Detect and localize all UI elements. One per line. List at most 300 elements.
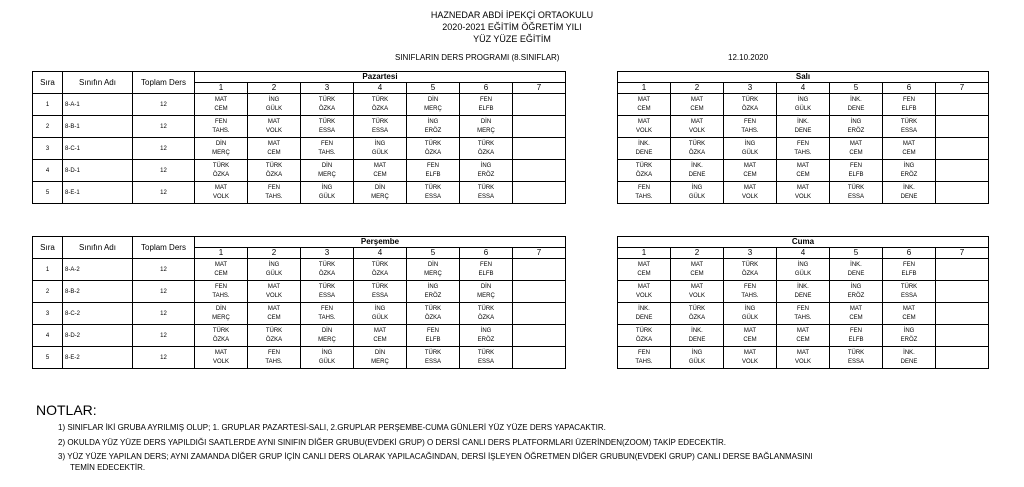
- lesson-cell: [513, 94, 566, 116]
- lesson-subject: TÜRK: [477, 349, 495, 356]
- lesson-teacher: ÖZKA: [265, 171, 283, 178]
- period-number: 3: [724, 248, 777, 259]
- lesson-subject: DİN: [374, 349, 386, 356]
- lesson-subject: FEN: [850, 162, 862, 169]
- lesson-cell: [513, 138, 566, 160]
- lesson-teacher: ÖZKA: [371, 105, 389, 112]
- period-number: 5: [830, 83, 883, 94]
- lesson-teacher: ELFB: [901, 105, 917, 112]
- lesson-teacher: [513, 127, 565, 136]
- lesson-cell: [671, 182, 724, 204]
- lesson-teacher: VOLK: [741, 193, 758, 200]
- lesson-cell: [777, 281, 830, 303]
- lesson-teacher: CEM: [690, 270, 704, 277]
- lesson-subject: İNG: [321, 184, 333, 191]
- lesson-teacher: CEM: [902, 314, 916, 321]
- lesson-teacher: ÖZKA: [371, 270, 389, 277]
- lesson-subject: TÜRK: [477, 184, 495, 191]
- lesson-subject: MAT: [690, 261, 704, 268]
- row-number: 5: [33, 347, 63, 369]
- lesson-teacher: MERÇ: [212, 149, 230, 156]
- period-number: 7: [936, 248, 989, 259]
- lesson-teacher: CEM: [373, 171, 387, 178]
- table-row: [33, 94, 989, 116]
- lesson-subject: TÜRK: [847, 349, 865, 356]
- class-name: 8-B-1: [63, 116, 133, 138]
- lesson-cell: [724, 160, 777, 182]
- column-sinif-adi: Sınıfın Adı: [63, 237, 133, 259]
- lesson-subject: TÜRK: [477, 305, 495, 312]
- lesson-teacher: [936, 314, 988, 323]
- lesson-teacher: DENE: [794, 127, 812, 134]
- lesson-subject: [936, 305, 988, 314]
- lesson-cell: [671, 116, 724, 138]
- lesson-cell: [777, 259, 830, 281]
- lesson-teacher: ÖZKA: [688, 314, 706, 321]
- lesson-teacher: TAHS.: [794, 314, 812, 321]
- lesson-subject: TÜRK: [688, 305, 706, 312]
- lesson-teacher: ESSA: [900, 292, 917, 299]
- lesson-cell: [513, 281, 566, 303]
- lesson-cell: [195, 182, 248, 204]
- lesson-cell: [936, 160, 989, 182]
- lesson-subject: MAT: [902, 140, 916, 147]
- lesson-teacher: CEM: [637, 270, 651, 277]
- lesson-subject: [513, 184, 565, 193]
- lesson-cell: [354, 303, 407, 325]
- lesson-subject: MAT: [743, 327, 757, 334]
- total-lessons: 12: [133, 160, 195, 182]
- lesson-teacher: [936, 292, 988, 301]
- lesson-subject: İNK.: [850, 96, 862, 103]
- table-row: [33, 182, 989, 204]
- lesson-cell: [460, 138, 513, 160]
- lesson-teacher: CEM: [849, 149, 863, 156]
- lesson-cell: [195, 347, 248, 369]
- lesson-teacher: ESSA: [477, 358, 494, 365]
- lesson-subject: TÜRK: [477, 140, 495, 147]
- row-number: 2: [33, 116, 63, 138]
- lesson-teacher: CEM: [214, 105, 228, 112]
- lesson-cell: [460, 94, 513, 116]
- lesson-cell: [883, 160, 936, 182]
- lesson-subject: TÜRK: [318, 96, 336, 103]
- lesson-subject: [513, 349, 565, 358]
- row-number: 1: [33, 94, 63, 116]
- lesson-teacher: ÖZKA: [424, 314, 442, 321]
- lesson-teacher: MERÇ: [424, 105, 442, 112]
- lesson-teacher: ELFB: [478, 105, 494, 112]
- lesson-teacher: [513, 193, 565, 202]
- lesson-teacher: GÜLK: [794, 105, 812, 112]
- lesson-teacher: CEM: [743, 171, 757, 178]
- lesson-subject: İNK.: [903, 349, 915, 356]
- lesson-cell: [354, 259, 407, 281]
- lesson-teacher: [936, 270, 988, 279]
- lesson-teacher: ÖZKA: [318, 105, 336, 112]
- day-header-1: Perşembe: [195, 237, 566, 248]
- table-row: [33, 303, 989, 325]
- lesson-cell: [195, 303, 248, 325]
- total-lessons: 12: [133, 116, 195, 138]
- lesson-teacher: CEM: [267, 149, 281, 156]
- lesson-cell: [301, 182, 354, 204]
- row-number: 3: [33, 303, 63, 325]
- lesson-cell: [671, 281, 724, 303]
- period-number: 3: [724, 83, 777, 94]
- lesson-teacher: ÖZKA: [424, 149, 442, 156]
- lesson-subject: TÜRK: [424, 140, 442, 147]
- lesson-teacher: TAHS.: [741, 127, 759, 134]
- lesson-cell: [936, 259, 989, 281]
- lesson-subject: DİN: [427, 261, 439, 268]
- day-header-2: Cuma: [618, 237, 989, 248]
- lesson-cell: [407, 325, 460, 347]
- lesson-teacher: ERÖZ: [424, 292, 442, 299]
- schedule-table-group-1: [32, 71, 989, 204]
- lesson-cell: [301, 160, 354, 182]
- lesson-cell: [248, 182, 301, 204]
- lesson-cell: [248, 94, 301, 116]
- lesson-teacher: DENE: [900, 193, 918, 200]
- lesson-teacher: TAHS.: [635, 193, 653, 200]
- lesson-cell: [407, 160, 460, 182]
- lesson-teacher: CEM: [849, 314, 863, 321]
- lesson-teacher: ÖZKA: [688, 149, 706, 156]
- lesson-cell: [936, 303, 989, 325]
- lesson-cell: [883, 182, 936, 204]
- lesson-cell: [301, 325, 354, 347]
- period-number: 6: [883, 248, 936, 259]
- lesson-cell: [936, 116, 989, 138]
- lesson-subject: DİN: [427, 96, 439, 103]
- class-name: 8-C-1: [63, 138, 133, 160]
- lesson-subject: İNG: [797, 96, 809, 103]
- lesson-teacher: ESSA: [477, 193, 494, 200]
- lesson-teacher: ERÖZ: [900, 171, 918, 178]
- lesson-subject: TÜRK: [371, 96, 389, 103]
- lesson-subject: TÜRK: [688, 140, 706, 147]
- lesson-cell: [513, 259, 566, 281]
- total-lessons: 12: [133, 138, 195, 160]
- lesson-subject: MAT: [690, 283, 704, 290]
- lesson-teacher: TAHS.: [318, 149, 336, 156]
- lesson-subject: [936, 283, 988, 292]
- lesson-cell: [777, 94, 830, 116]
- lesson-cell: [354, 138, 407, 160]
- period-number: 6: [460, 248, 513, 259]
- lesson-subject: İNG: [691, 349, 703, 356]
- table-row: [33, 259, 989, 281]
- lesson-cell: [724, 281, 777, 303]
- day-separator: [566, 72, 618, 94]
- lesson-subject: İNG: [903, 327, 915, 334]
- period-number: 5: [830, 248, 883, 259]
- lesson-cell: [830, 347, 883, 369]
- note-3-cont: TEMİN EDECEKTİR.: [70, 463, 146, 472]
- column-sira: Sıra: [33, 72, 63, 94]
- total-lessons: 12: [133, 347, 195, 369]
- lesson-subject: [936, 327, 988, 336]
- period-number: 4: [777, 248, 830, 259]
- lesson-subject: DİN: [480, 283, 492, 290]
- lesson-cell: [830, 259, 883, 281]
- lesson-teacher: CEM: [267, 314, 281, 321]
- lesson-teacher: DENE: [688, 336, 706, 343]
- lesson-cell: [883, 303, 936, 325]
- class-name: 8-D-1: [63, 160, 133, 182]
- lesson-cell: [301, 259, 354, 281]
- education-mode: YÜZ YÜZE EĞİTİM: [473, 34, 551, 44]
- lesson-teacher: ERÖZ: [477, 336, 495, 343]
- lesson-teacher: CEM: [214, 270, 228, 277]
- lesson-teacher: [513, 105, 565, 114]
- lesson-teacher: ESSA: [847, 358, 864, 365]
- lesson-teacher: DENE: [847, 105, 865, 112]
- lesson-cell: [724, 116, 777, 138]
- lesson-subject: İNK.: [691, 162, 703, 169]
- lesson-subject: İNG: [374, 305, 386, 312]
- lesson-subject: TÜRK: [847, 184, 865, 191]
- lesson-subject: FEN: [321, 140, 333, 147]
- lesson-teacher: ELFB: [425, 336, 441, 343]
- lesson-teacher: CEM: [796, 171, 810, 178]
- lesson-cell: [248, 347, 301, 369]
- lesson-teacher: VOLK: [635, 292, 652, 299]
- lesson-cell: [777, 116, 830, 138]
- lesson-teacher: ESSA: [371, 292, 388, 299]
- lesson-cell: [460, 347, 513, 369]
- column-toplam-ders: Toplam Ders: [133, 237, 195, 259]
- lesson-cell: [777, 182, 830, 204]
- academic-year: 2020-2021 EĞİTİM ÖĞRETİM YILI: [442, 22, 582, 32]
- lesson-subject: MAT: [743, 162, 757, 169]
- lesson-teacher: ÖZKA: [635, 171, 653, 178]
- period-number: 2: [671, 248, 724, 259]
- lesson-subject: İNG: [850, 283, 862, 290]
- lesson-subject: TÜRK: [900, 283, 918, 290]
- lesson-subject: [513, 162, 565, 171]
- lesson-teacher: GÜLK: [794, 270, 812, 277]
- lesson-cell: [830, 138, 883, 160]
- lesson-cell: [407, 347, 460, 369]
- lesson-cell: [301, 347, 354, 369]
- lesson-subject: MAT: [690, 118, 704, 125]
- lesson-teacher: MERÇ: [477, 127, 495, 134]
- lesson-cell: [883, 94, 936, 116]
- lesson-teacher: ÖZKA: [741, 105, 759, 112]
- lesson-subject: TÜRK: [318, 283, 336, 290]
- lesson-teacher: TAHS.: [318, 314, 336, 321]
- lesson-cell: [671, 347, 724, 369]
- lesson-cell: [883, 347, 936, 369]
- lesson-cell: [777, 325, 830, 347]
- lesson-subject: MAT: [267, 283, 281, 290]
- lesson-subject: MAT: [902, 305, 916, 312]
- lesson-teacher: ESSA: [424, 358, 441, 365]
- lesson-subject: [936, 118, 988, 127]
- lesson-subject: İNK.: [850, 261, 862, 268]
- lesson-teacher: VOLK: [741, 358, 758, 365]
- lesson-cell: [407, 182, 460, 204]
- lesson-teacher: [936, 193, 988, 202]
- lesson-subject: TÜRK: [900, 118, 918, 125]
- lesson-cell: [460, 303, 513, 325]
- lesson-subject: FEN: [638, 184, 650, 191]
- lesson-teacher: CEM: [690, 105, 704, 112]
- lesson-teacher: GÜLK: [741, 314, 759, 321]
- lesson-teacher: GÜLK: [688, 193, 706, 200]
- lesson-subject: İNG: [427, 283, 439, 290]
- lesson-subject: TÜRK: [635, 162, 653, 169]
- lesson-cell: [354, 281, 407, 303]
- lesson-cell: [618, 160, 671, 182]
- lesson-subject: [936, 184, 988, 193]
- lesson-teacher: VOLK: [794, 358, 811, 365]
- lesson-cell: [195, 325, 248, 347]
- lesson-cell: [513, 116, 566, 138]
- lesson-cell: [407, 303, 460, 325]
- lesson-cell: [460, 281, 513, 303]
- lesson-cell: [354, 160, 407, 182]
- lesson-teacher: [936, 105, 988, 114]
- lesson-teacher: [936, 358, 988, 367]
- lesson-subject: MAT: [267, 118, 281, 125]
- lesson-cell: [354, 116, 407, 138]
- period-number: 2: [248, 248, 301, 259]
- lesson-subject: DİN: [480, 118, 492, 125]
- lesson-cell: [724, 94, 777, 116]
- lesson-cell: [936, 281, 989, 303]
- lesson-teacher: [936, 149, 988, 158]
- lesson-subject: MAT: [637, 283, 651, 290]
- lesson-subject: İNG: [427, 118, 439, 125]
- lesson-cell: [618, 325, 671, 347]
- lesson-cell: [671, 138, 724, 160]
- lesson-teacher: MERÇ: [318, 336, 336, 343]
- lesson-teacher: ELFB: [425, 171, 441, 178]
- column-toplam-ders: Toplam Ders: [133, 72, 195, 94]
- lesson-teacher: ÖZKA: [212, 336, 230, 343]
- lesson-teacher: ESSA: [318, 292, 335, 299]
- row-number: 3: [33, 138, 63, 160]
- lesson-cell: [830, 325, 883, 347]
- lesson-cell: [301, 281, 354, 303]
- lesson-subject: MAT: [690, 96, 704, 103]
- lesson-cell: [301, 94, 354, 116]
- lesson-subject: MAT: [849, 305, 863, 312]
- lesson-subject: TÜRK: [371, 118, 389, 125]
- total-lessons: 12: [133, 325, 195, 347]
- lesson-teacher: ÖZKA: [265, 336, 283, 343]
- lesson-teacher: GÜLK: [741, 149, 759, 156]
- lesson-teacher: [513, 336, 565, 345]
- lesson-teacher: ESSA: [371, 127, 388, 134]
- lesson-subject: İNG: [321, 349, 333, 356]
- lesson-subject: [513, 305, 565, 314]
- lesson-teacher: GÜLK: [265, 270, 283, 277]
- lesson-cell: [301, 116, 354, 138]
- lesson-teacher: [936, 127, 988, 136]
- lesson-cell: [195, 116, 248, 138]
- period-number: 7: [513, 248, 566, 259]
- lesson-subject: MAT: [373, 327, 387, 334]
- lesson-cell: [883, 138, 936, 160]
- lesson-teacher: TAHS.: [794, 149, 812, 156]
- lesson-subject: TÜRK: [212, 327, 230, 334]
- lesson-teacher: MERÇ: [371, 358, 389, 365]
- lesson-teacher: ELFB: [848, 336, 864, 343]
- lesson-teacher: CEM: [637, 105, 651, 112]
- lesson-cell: [936, 94, 989, 116]
- class-name: 8-D-2: [63, 325, 133, 347]
- lesson-subject: [513, 118, 565, 127]
- lesson-subject: MAT: [267, 305, 281, 312]
- column-sira: Sıra: [33, 237, 63, 259]
- period-number: 6: [883, 83, 936, 94]
- lesson-cell: [618, 347, 671, 369]
- lesson-cell: [248, 160, 301, 182]
- day-separator: [566, 259, 618, 369]
- lesson-teacher: ÖZKA: [212, 171, 230, 178]
- lesson-subject: FEN: [744, 118, 756, 125]
- lesson-cell: [883, 116, 936, 138]
- lesson-subject: İNK.: [797, 283, 809, 290]
- lesson-cell: [777, 347, 830, 369]
- lesson-cell: [407, 259, 460, 281]
- lesson-teacher: VOLK: [212, 358, 229, 365]
- lesson-teacher: MERÇ: [212, 314, 230, 321]
- lesson-cell: [724, 303, 777, 325]
- lesson-subject: İNK.: [638, 305, 650, 312]
- lesson-subject: MAT: [373, 162, 387, 169]
- lesson-cell: [883, 259, 936, 281]
- lesson-subject: FEN: [903, 261, 915, 268]
- lesson-cell: [195, 281, 248, 303]
- lesson-teacher: VOLK: [794, 193, 811, 200]
- lesson-cell: [195, 94, 248, 116]
- schedule-table-group-2: [32, 236, 989, 369]
- lesson-cell: [671, 325, 724, 347]
- lesson-cell: [883, 325, 936, 347]
- lesson-teacher: ELFB: [478, 270, 494, 277]
- lesson-subject: İNG: [850, 118, 862, 125]
- lesson-subject: [936, 162, 988, 171]
- lesson-subject: TÜRK: [318, 118, 336, 125]
- lesson-subject: İNG: [744, 140, 756, 147]
- lesson-teacher: ESSA: [424, 193, 441, 200]
- lesson-subject: TÜRK: [424, 184, 442, 191]
- lesson-subject: [936, 140, 988, 149]
- lesson-subject: MAT: [214, 349, 228, 356]
- lesson-subject: FEN: [903, 96, 915, 103]
- note-3: 3) YÜZ YÜZE YAPILAN DERS; AYNI ZAMANDA DİĞER GRUP İÇİN CANLI DERS OLARAK YAPILACAĞINDAN, DERSİ İŞLEYEN ÖĞRETMEN DİĞER GRUBUN(EVDEKİ GRUP) CANLI DERSE BAĞLANMASINI: [58, 452, 813, 461]
- lesson-subject: İNK.: [797, 118, 809, 125]
- lesson-cell: [724, 325, 777, 347]
- lesson-subject: TÜRK: [318, 261, 336, 268]
- lesson-subject: MAT: [214, 184, 228, 191]
- lesson-subject: TÜRK: [265, 327, 283, 334]
- lesson-cell: [195, 138, 248, 160]
- row-number: 2: [33, 281, 63, 303]
- period-number: 1: [618, 83, 671, 94]
- lesson-teacher: CEM: [373, 336, 387, 343]
- lesson-teacher: [513, 270, 565, 279]
- lesson-subject: FEN: [215, 283, 227, 290]
- lesson-subject: MAT: [214, 96, 228, 103]
- lesson-subject: TÜRK: [371, 283, 389, 290]
- lesson-teacher: TAHS.: [212, 127, 230, 134]
